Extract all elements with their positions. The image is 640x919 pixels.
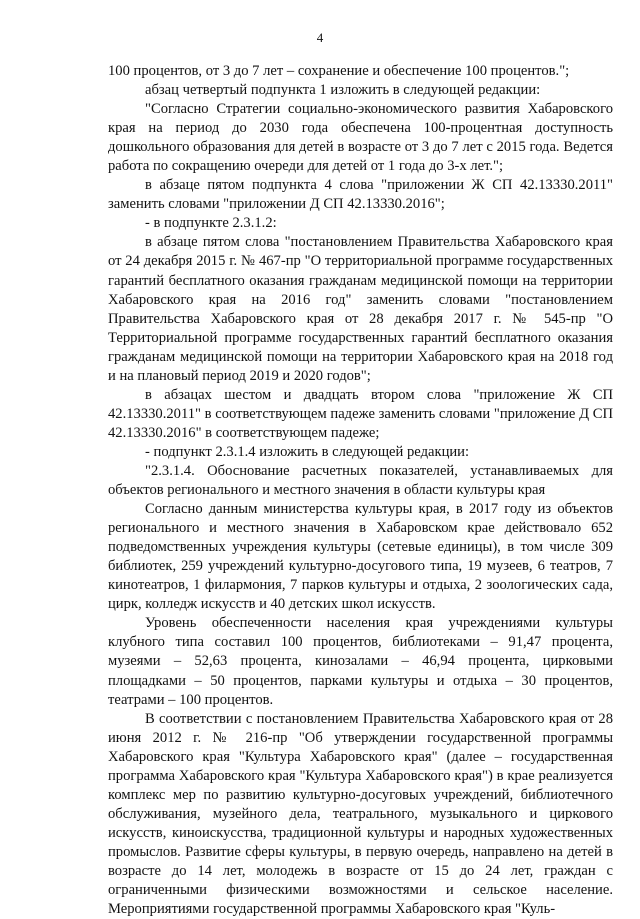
paragraph: В соответствии с постановлением Правительства Хабаровского края от 28 июня 2012 г. № 216-пр "Об утверждении государственной программы Хабаровского края "Культура Хабаровского края" (далее – государственная программа Хабаровского края "Культура Хабаровского края") в крае реализуется комплекс мер по развитию культурно-досуговых учреждений, библиотечного обслуживания, музейного дела, театрального, музыкального и циркового искусств, киноискусства, традиционной культуры и народных художественных промыслов. Развитие сферы культуры, в первую очередь, направлено на детей в возрасте до 14 лет, молодежь в возрасте от 15 до 24 лет, граждан с ограниченными физическими возможностями и сельское население. Мероприятиями государственной программы Хабаровского края "Куль- [108, 710, 613, 918]
paragraph: - в подпункте 2.3.1.2: [145, 215, 277, 232]
paragraph: 100 процентов, от 3 до 7 лет – сохранение и обеспечение 100 процентов."; [108, 63, 570, 79]
paragraph: в абзаце пятом подпункта 4 слова "приложении Ж СП 42.13330.2011" заменить словами "приложении Д СП 42.13330.2016"; [108, 177, 613, 213]
paragraph: - подпункт 2.3.1.4 изложить в следующей редакции: [145, 443, 470, 460]
paragraph: абзац четвертый подпункта 1 изложить в следующей редакции: [145, 82, 541, 99]
paragraph: Уровень обеспеченности населения края учреждениями культуры клубного типа составил 100 процентов, библиотеками – 91,47 процента, музеями – 52,63 процента, кинозалами – 46,94 процента, цирковыми площадками – 50 процентов, парками культуры и отдыха – 30 процентов, театрами – 100 процентов. [108, 615, 613, 708]
document-body [108, 62, 613, 919]
paragraph: Согласно данным министерства культуры края, в 2017 году из объектов регионального и местного значения в Хабаровском крае действовало 652 подведомственных учреждения культуры (сетевые единицы), в том числе 309 библиотек, 259 учреждений культурно-досугового типа, 19 музеев, 6 театров, 7 кинотеатров, 1 филармония, 7 парков культуры и отдыха, 2 зоологических сада, цирк, колледж искусств и 40 детских школ искусств. [108, 501, 613, 613]
page-number: 4 [316, 30, 324, 45]
paragraph: "Согласно Стратегии социально-экономического развития Хабаровского края на период до 2030 года обеспечена 100-процентная доступность дошкольного образования для детей в возрасте от 3 до 7 лет с 2015 года. Ведется работа по сокращению очереди для детей от 1 года до 3-х лет."; [108, 101, 613, 175]
section-heading: "2.3.1.4. Обоснование расчетных показателей, устанавливаемых для объектов регионального и местного значения в области культуры края [108, 462, 613, 499]
paragraph: в абзацах шестом и двадцать втором слова "приложение Ж СП 42.13330.2011" в соответствующем падеже заменить словами "приложение Д СП 42.13330.2016" в соответствующем падеже; [108, 386, 613, 441]
paragraph: в абзаце пятом слова "постановлением Правительства Хабаровского края от 24 декабря 2015 г. № 467-пр "О территориальной программе государственных гарантий бесплатного оказания гражданам медицинской помощи на территории Хабаровского края на 2016 год" заменить словами "постановлением Правительства Хабаровского края от 28 декабря 2017 г. № 545-пр "О Территориальной программе государственных гарантий бесплатного оказания гражданам медицинской помощи на территории Хабаровского края на 2018 год и на плановый период 2019 и 2020 годов"; [108, 234, 613, 384]
